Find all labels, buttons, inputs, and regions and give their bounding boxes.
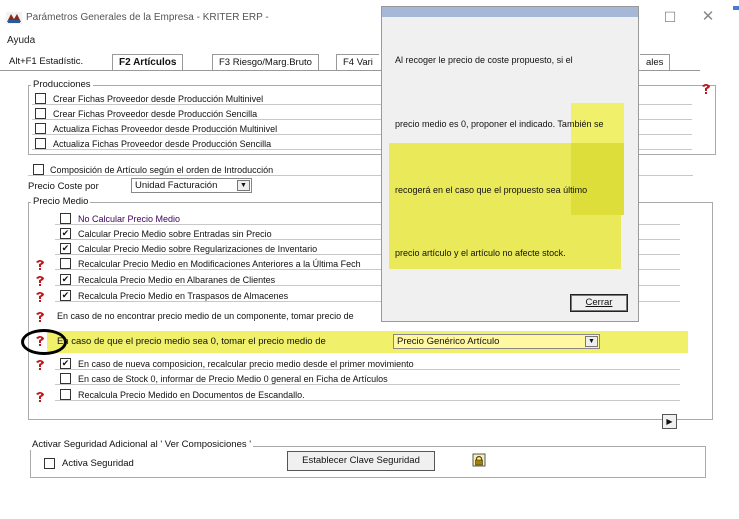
checkbox-label: No Calcular Precio Medio — [78, 214, 181, 224]
checkbox-label: Actualiza Fichas Proveedor desde Producción Multinivel — [53, 124, 278, 134]
help-icon[interactable] — [700, 82, 712, 94]
checkbox-label: Recalcula Precio Medido en Documentos de Escandallo. — [78, 390, 305, 400]
checkbox-albaranes-clientes[interactable]: ✔ — [61, 274, 70, 284]
tab-riesgo[interactable]: F3 Riesgo/Marg.Bruto — [212, 54, 319, 71]
checkbox-recalcular-modificaciones[interactable] — [60, 258, 71, 269]
help-icon[interactable] — [34, 274, 46, 286]
popup-text-line: recogerá en el caso que el propuesto sea último — [395, 185, 588, 195]
popup-text-line: precio artículo y el artículo no afecte stock. — [395, 248, 566, 258]
establecer-clave-button[interactable]: Establecer Clave Seguridad — [287, 451, 435, 471]
highlight-marker — [571, 143, 624, 215]
producciones-title: Producciones — [33, 79, 91, 90]
checkbox-label: Actualiza Fichas Proveedor desde Producción Sencilla — [53, 139, 272, 149]
help-icon[interactable] — [34, 390, 46, 402]
tab-articulos[interactable]: F2 Artículos — [112, 54, 183, 71]
menu-help[interactable]: Ayuda — [7, 35, 36, 46]
help-popup — [381, 6, 639, 322]
help-icon[interactable] — [34, 290, 46, 302]
help-icon[interactable] — [34, 310, 46, 322]
tab-estadisticas[interactable]: Alt+F1 Estadístic. — [3, 54, 89, 71]
checkbox-entradas-sin-precio[interactable]: ✔ — [61, 228, 70, 238]
checkbox-activa-seguridad[interactable] — [44, 458, 55, 469]
popup-title-bar — [382, 7, 638, 17]
window-title: Parámetros Generales de la Empresa - KRITER ERP - — [26, 12, 269, 23]
checkbox-label: Crear Fichas Proveedor desde Producción Sencilla — [53, 109, 258, 119]
checkbox-label: Activa Seguridad — [62, 458, 134, 469]
maximize-button[interactable]: ☐ — [663, 9, 677, 25]
checkbox-label: Recalcula Precio Medio en Albaranes de Clientes — [78, 275, 276, 285]
precio-coste-select[interactable] — [131, 178, 252, 193]
checkbox-label: En caso de nueva composicion, recalcular precio medio desde el primer movimiento — [78, 359, 414, 369]
seguridad-title: Activar Seguridad Adicional al ' Ver Composiciones ' — [32, 439, 252, 450]
checkbox-actualiza-multinivel[interactable] — [35, 123, 46, 134]
background-window-edge — [733, 6, 739, 10]
checkbox-label: Calcular Precio Medio sobre Regularizaciones de Inventario — [78, 244, 318, 254]
checkbox-traspasos-almacenes[interactable]: ✔ — [61, 290, 70, 300]
tab-varios[interactable]: F4 Vari — [336, 54, 379, 71]
checkbox-escandallo[interactable] — [60, 389, 71, 400]
checkbox-crear-fichas-sencilla[interactable] — [35, 108, 46, 119]
checkbox-actualiza-sencilla[interactable] — [35, 138, 46, 149]
select-value: Unidad Facturación — [135, 180, 218, 191]
checkbox-crear-fichas-multinivel[interactable] — [35, 93, 46, 104]
checkbox-label: Recalcular Precio Medio en Modificaciones Anteriores a la Última Fech — [78, 259, 361, 269]
popup-text-line: precio medio es 0, proponer el indicado. También se — [395, 119, 604, 129]
help-icon[interactable] — [34, 358, 46, 370]
close-window-button[interactable]: ✕ — [701, 8, 715, 25]
checkbox-composicion[interactable] — [33, 164, 44, 175]
precio-coste-label: Precio Coste por — [28, 181, 99, 192]
checkbox-stock-cero[interactable] — [60, 373, 71, 384]
popup-text-line: Al recoger le precio de coste propuesto, si el — [395, 55, 573, 65]
precio-cero-label: En caso de que el precio medio sea 0, tomar el precio medio de — [57, 336, 326, 347]
app-logo-icon — [6, 12, 22, 24]
checkbox-no-calcular[interactable] — [60, 213, 71, 224]
scroll-right-button[interactable]: ▶ — [662, 414, 677, 429]
help-icon[interactable] — [34, 258, 46, 270]
componente-precio-label: En caso de no encontrar precio medio de un componente, tomar precio de — [57, 311, 354, 321]
chevron-down-icon[interactable]: ▼ — [237, 180, 250, 191]
precio-medio-title: Precio Medio — [33, 196, 89, 207]
checkbox-label: Calcular Precio Medio sobre Entradas sin Precio — [78, 229, 272, 239]
lock-icon[interactable] — [472, 453, 486, 467]
checkbox-label: Composición de Artículo según el orden de Introducción — [50, 165, 274, 175]
tab-generales[interactable]: ales — [640, 54, 670, 71]
chevron-down-icon[interactable]: ▼ — [585, 336, 598, 347]
checkbox-label: Crear Fichas Proveedor desde Producción Multinivel — [53, 94, 264, 104]
checkbox-regularizaciones[interactable]: ✔ — [61, 243, 70, 253]
checkbox-nueva-composicion[interactable]: ✔ — [61, 358, 70, 368]
checkbox-label: Recalcula Precio Medio en Traspasos de Almacenes — [78, 291, 289, 301]
checkbox-label: En caso de Stock 0, informar de Precio Medio 0 general en Ficha de Artículos — [78, 374, 388, 384]
select-value: Precio Genérico Artículo — [397, 336, 500, 347]
precio-cero-select[interactable] — [393, 334, 600, 349]
cerrar-button[interactable]: Cerrar — [570, 294, 628, 312]
